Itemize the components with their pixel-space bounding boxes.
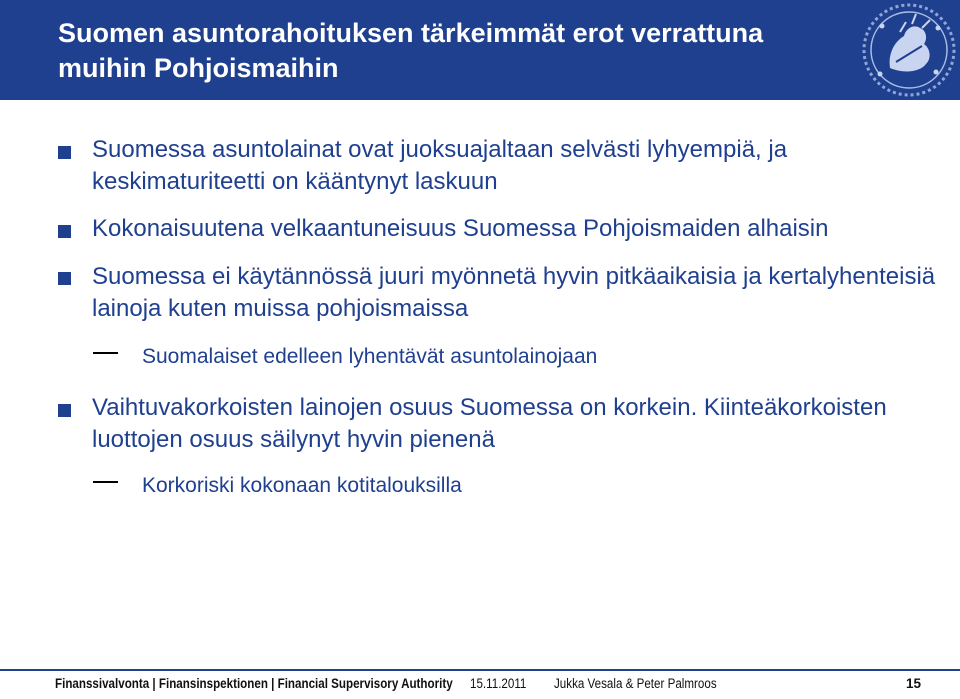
slide-title: Suomen asuntorahoituksen tärkeimmät erot verrattuna muihin Pohjoismaihin (58, 18, 764, 83)
sub-bullet-text: Korkoriski kokonaan kotitalouksilla (142, 474, 462, 497)
footer-divider (0, 669, 960, 671)
sub-bullet-text: Suomalaiset edelleen lyhentävät asuntolainojaan (142, 345, 598, 368)
bullet-text: Suomessa ei käytännössä juuri myönnetä hyvin pitkäaikaisia ja kertalyhenteisiä lainoja kuten muissa pohjoismaissa (92, 263, 936, 322)
footer-date: 15.11.2011 (470, 676, 527, 691)
page-number: 15 (906, 676, 922, 691)
footer-authors: Jukka Vesala & Peter Palmroos (554, 676, 717, 691)
sub-bullet-dash (93, 352, 118, 354)
bullet-text: Kokonaisuutena velkaantuneisuus Suomessa Pohjoismaiden alhaisin (92, 215, 829, 242)
bullet-text: Suomessa asuntolainat ovat juoksuajaltaan selvästi lyhyempiä, ja keskimaturiteetti on kääntynyt laskuun (92, 136, 788, 195)
bullet-marker (58, 225, 71, 238)
sub-bullet-dash (93, 481, 118, 483)
footer-organization: Finanssivalvonta | Finansinspektionen | Financial Supervisory Authority (55, 676, 453, 691)
bullet-marker (58, 272, 71, 285)
bullet-text: Vaihtuvakorkoisten lainojen osuus Suomessa on korkein. Kiinteäkorkoisten luottojen osuus säilynyt hyvin pienenä (92, 394, 887, 453)
bullet-marker (58, 404, 71, 417)
bullet-marker (58, 146, 71, 159)
